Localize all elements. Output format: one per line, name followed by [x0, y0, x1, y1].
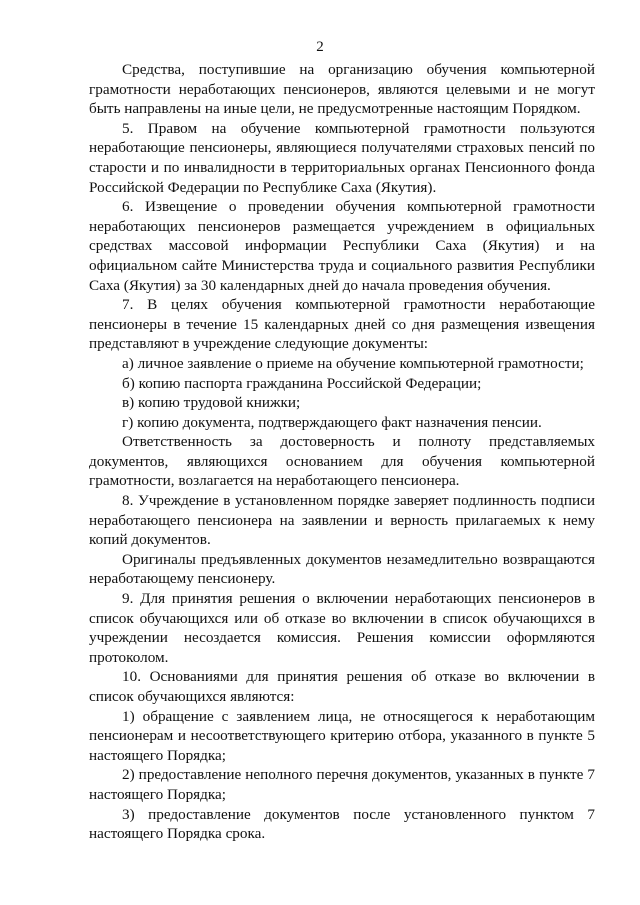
document-body — [89, 60, 595, 844]
paragraph-10-item-2: 2) предоставление неполного перечня документов, указанных в пункте 7 настоящего Порядка; — [89, 766, 595, 803]
list-item-7c: в) копию трудовой книжки; — [122, 394, 301, 412]
list-item-7d: г) копию документа, подтверждающего факт назначения пенсии. — [122, 413, 542, 431]
paragraph-10-item-1: 1) обращение с заявлением лица, не относящегося к неработающим пенсионерам и несоответствующего критерию отбора, указанного в пункте 5 настоящего Порядка; — [89, 707, 595, 764]
paragraph-9: 9. Для принятия решения о включении неработающих пенсионеров в список обучающихся или об отказе во включении в список обучающихся в учреждении несоздается комиссия. Решения комиссии оформляются протоколом. — [89, 590, 595, 666]
paragraph-8-originals: Оригиналы предъявленных документов незамедлительно возвращаются неработающему пенсионеру. — [89, 550, 595, 588]
list-item-7b: б) копию паспорта гражданина Российской Федерации; — [122, 374, 482, 392]
paragraph-10: 10. Основаниями для принятия решения об отказе во включении в список обучающихся являются: — [89, 668, 595, 705]
paragraph-5: 5. Правом на обучение компьютерной грамотности пользуются неработающие пенсионеры, являющиеся получателями страховых пенсий по старости и по инвалидности в территориальных органах Пенсионного фонда Российской Федерации по Республике Саха (Якутия). — [89, 119, 595, 196]
paragraph-7: 7. В целях обучения компьютерной грамотности неработающие пенсионеры в течение 15 календарных дней со дня размещения извещения представляют в учреждение следующие документы: — [89, 296, 595, 353]
paragraph-10-item-3: 3) предоставление документов после установленного пунктом 7 настоящего Порядка срока. — [89, 805, 595, 843]
paragraph-8: 8. Учреждение в установленном порядке заверяет подлинность подписи неработающего пенсионера на заявлении и верность прилагаемых к нему копий документов. — [89, 492, 595, 549]
list-item-7a: а) личное заявление о приеме на обучение компьютерной грамотности; — [122, 354, 584, 372]
page-number: 2 — [316, 39, 324, 55]
paragraph-funds: Средства, поступившие на организацию обучения компьютерной грамотности неработающих пенсионеров, являются целевыми и не могут быть направлены на иные цели, не предусмотренные настоящим Порядком. — [89, 61, 595, 118]
paragraph-6: 6. Извещение о проведении обучения компьютерной грамотности неработающих пенсионеров размещается учреждением в официальных средствах массовой информации Республики Саха (Якутия) и на официальном сайте Министерства труда и социального развития Республики Саха (Якутия) за 30 календарных дней до начала проведения обучения. — [89, 198, 595, 294]
paragraph-7-responsibility: Ответственность за достоверность и полноту представляемых документов, являющихся основанием для обучения компьютерной грамотности, возлагается на неработающего пенсионера. — [89, 433, 595, 490]
